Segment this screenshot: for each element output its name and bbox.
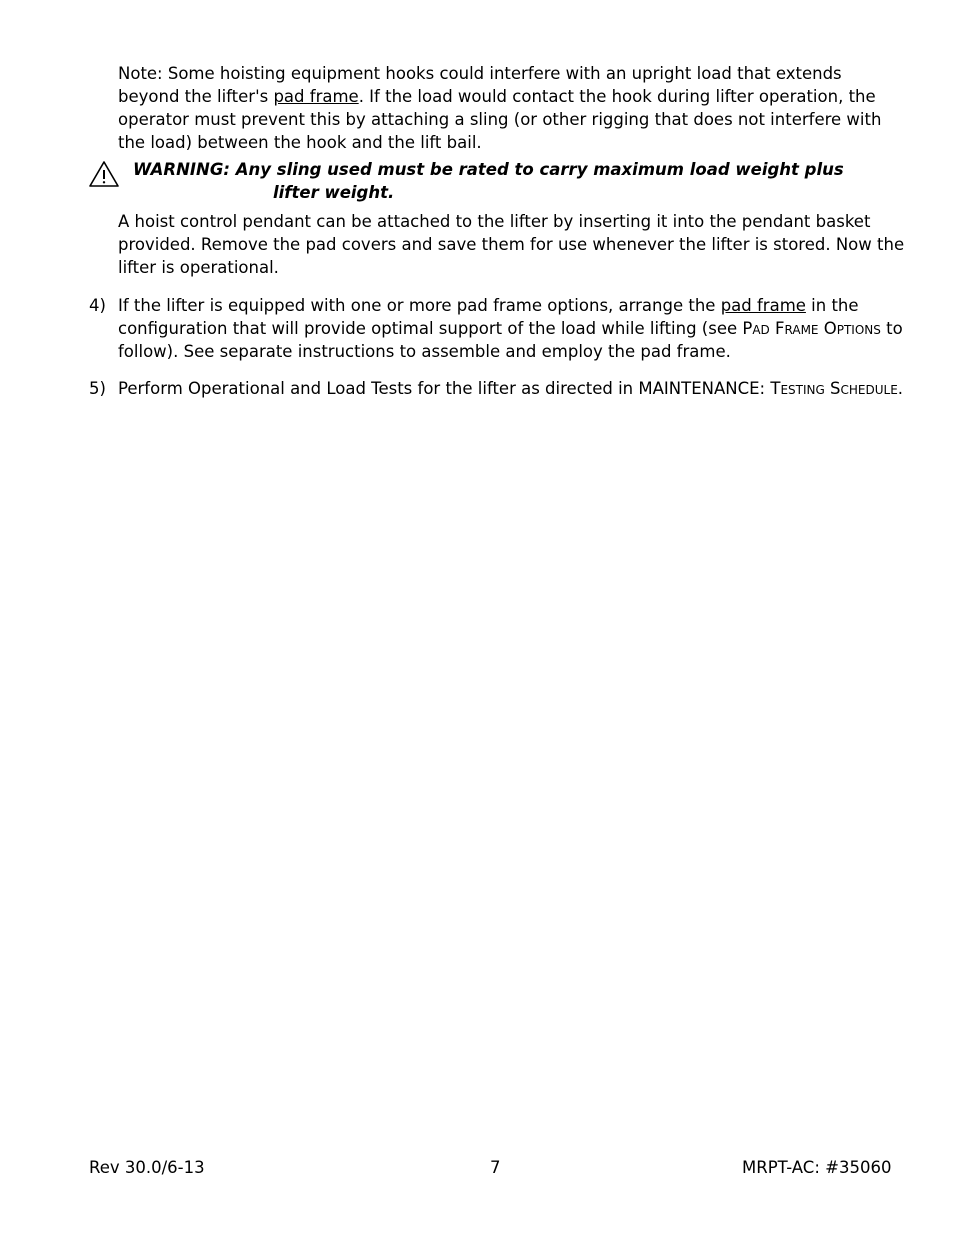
note-text-2: . If the load would contact the hook during lifter operation, the operator must prevent this by attaching a sling (or other rigging that does not interfere with the load) between the hook and the lift bail. xyxy=(118,87,882,152)
step-4-text-3: to follow). See separate instructions to assemble and employ the pad frame. xyxy=(118,319,903,361)
step-5-text xyxy=(118,377,908,400)
note-text-1: Note: Some hoisting equipment hooks could interfere with an upright load that extends beyond the lifter's xyxy=(118,64,842,106)
hoist-pendant-paragraph: A hoist control pendant can be attached to the lifter by inserting it into the pendant basket provided. Remove the pad covers and save them for use whenever the lifter is stored. Now the lifter is operational. xyxy=(118,212,905,277)
note-paragraph xyxy=(118,62,908,154)
step-5-text-1: Perform Operational and Load Tests for the lifter as directed in MAINTENANCE: xyxy=(118,379,771,398)
step-4-pad-frame-term: pad frame xyxy=(720,296,806,315)
warning-line-1: WARNING: Any sling used must be rated to carry maximum load weight plus xyxy=(133,160,844,179)
warning-message xyxy=(133,158,923,204)
footer-model-number: MRPT-AC: #35060 xyxy=(742,1158,892,1177)
warning-triangle-icon xyxy=(88,160,120,188)
step-4-text-2: in the configuration that will provide optimal support of the load while lifting (see xyxy=(118,296,859,338)
step-5-number: 5) xyxy=(89,379,106,398)
step-4-text xyxy=(118,294,908,363)
step-4-number: 4) xyxy=(89,296,106,315)
footer-page-number: 7 xyxy=(490,1158,501,1177)
step-4-text-1: If the lifter is equipped with one or more pad frame options, arrange the xyxy=(118,296,721,315)
pad-frame-term: pad frame xyxy=(273,87,359,106)
step-5-section-ref: Testing Schedule xyxy=(770,379,898,398)
footer-revision: Rev 30.0/6-13 xyxy=(89,1158,205,1177)
step-5-text-2: . xyxy=(897,379,904,398)
warning-line-2: lifter weight. xyxy=(273,183,395,202)
step-4-section-ref: Pad Frame Options xyxy=(742,319,881,338)
